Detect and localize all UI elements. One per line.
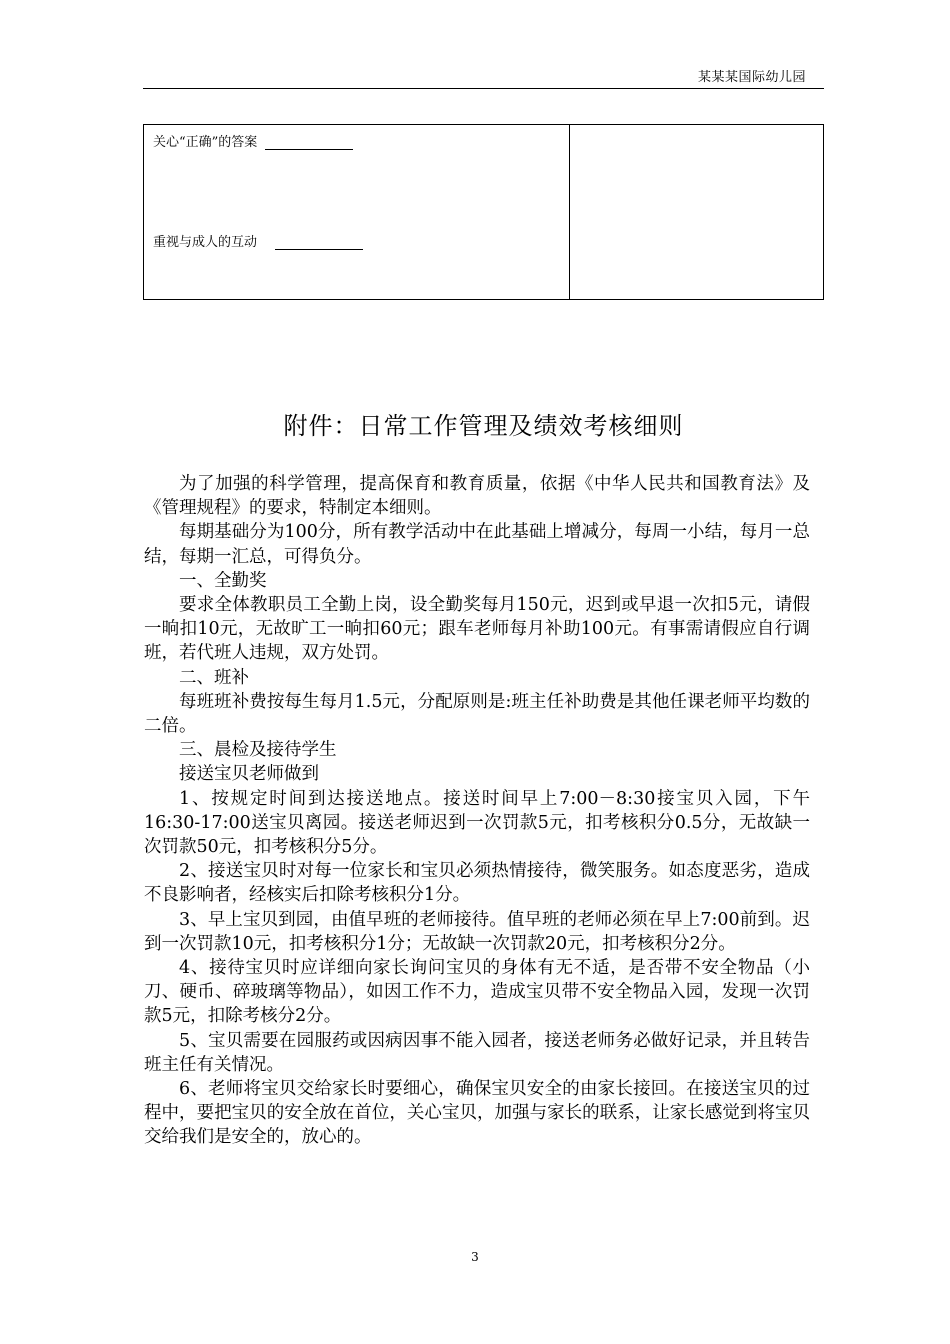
page-number: 3 — [471, 1250, 479, 1264]
list-item: 6、老师将宝贝交给家长时要细心，确保宝贝安全的由家长接回。在接送宝贝的过程中，要把宝贝的安全放在首位，关心宝贝，加强与家长的联系，让家长感觉到将宝贝交给我们是安全的，放心的。 — [144, 1079, 810, 1148]
fill-in-blank — [265, 135, 353, 150]
section-heading: 一、全勤奖 — [179, 570, 267, 591]
form-row-adult-interaction — [153, 231, 363, 250]
paragraph: 为了加强的科学管理，提高保育和教育质量，依据《中华人民共和国教育法》及《管理规程》的要求，特制定本细则。 — [144, 474, 810, 519]
form-row-label: 重视与成人的互动 — [153, 235, 258, 250]
evaluation-form-table — [143, 124, 824, 300]
form-row-correct-answer — [153, 131, 353, 150]
form-row-label: 关心“正确”的答案 — [153, 135, 258, 150]
table-column-divider — [569, 125, 570, 299]
paragraph: 每班班补费按每生每月1.5元，分配原则是:班主任补助费是其他任课老师平均数的二倍。 — [144, 691, 810, 737]
paragraph: 接送宝贝老师做到 — [179, 764, 319, 785]
section-heading: 二、班补 — [179, 667, 249, 688]
document-body — [144, 472, 810, 1150]
header-divider — [143, 88, 824, 89]
section-heading: 三、晨检及接待学生 — [179, 740, 337, 761]
document-title: 附件：日常工作管理及绩效考核细则 — [283, 412, 684, 440]
list-item: 2、接送宝贝时对每一位家长和宝贝必须热情接待，微笑服务。如态度恶劣，造成不良影响者，经核实后扣除考核积分1分。 — [144, 861, 810, 906]
list-item: 1、按规定时间到达接送地点。接送时间早上7:00－8:30接宝贝入园，下午16:30-17:00送宝贝离园。接送老师迟到一次罚款5元，扣考核积分0.5分，无故缺一次罚款50元，扣考核积分5分。 — [144, 788, 810, 858]
paragraph: 每期基础分为100分，所有教学活动中在此基础上增减分，每周一小结，每月一总结，每期一汇总，可得负分。 — [144, 522, 810, 567]
fill-in-blank — [275, 235, 363, 250]
paragraph: 要求全体教职员工全勤上岗，设全勤奖每月150元，迟到或早退一次扣5元，请假一晌扣10元，无故旷工一晌扣60元；跟车老师每月补助100元。有事需请假应自行调班，若代班人违规，双方处罚。 — [144, 595, 810, 664]
list-item: 5、宝贝需要在园服药或因病因事不能入园者，接送老师务必做好记录，并且转告班主任有关情况。 — [144, 1030, 810, 1075]
list-item: 4、接待宝贝时应详细向家长询问宝贝的身体有无不适，是否带不安全物品（小刀、硬币、碎玻璃等物品），如因工作不力，造成宝贝带不安全物品入园，发现一次罚款5元，扣除考核分2分。 — [144, 958, 810, 1027]
list-item: 3、早上宝贝到园，由值早班的老师接待。值早班的老师必须在早上7:00前到。迟到一次罚款10元，扣考核积分1分；无故缺一次罚款20元，扣考核积分2分。 — [144, 909, 810, 954]
header-organization-name: 某某某国际幼儿园 — [697, 70, 806, 85]
